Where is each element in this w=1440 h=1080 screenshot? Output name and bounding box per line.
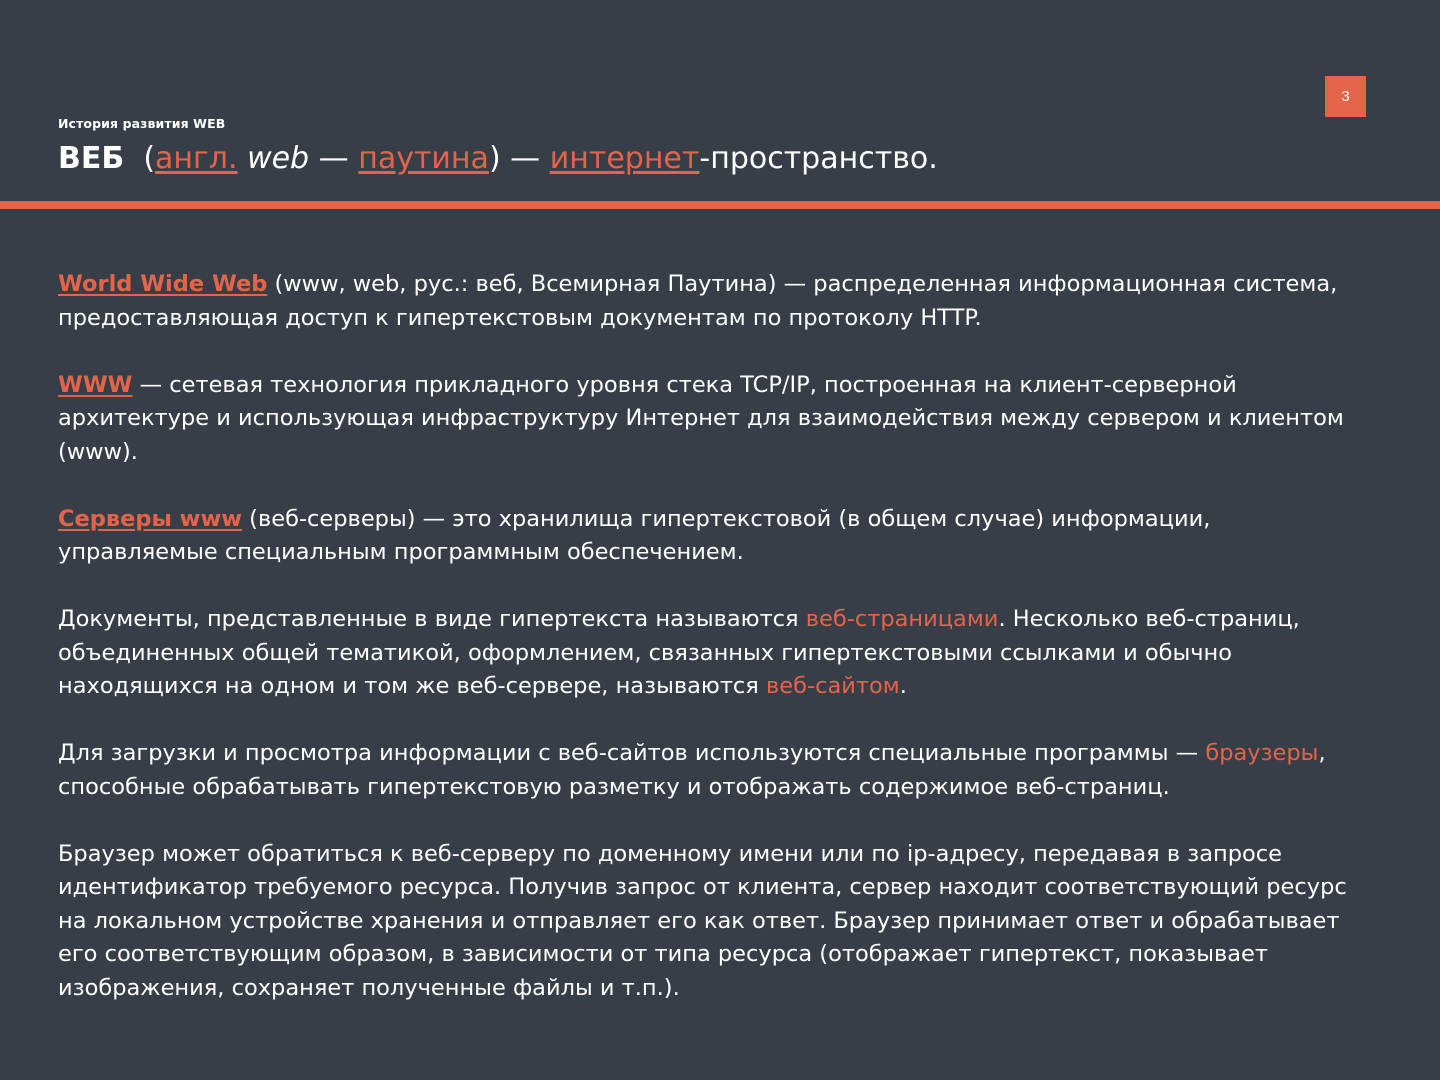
- paragraph-servers: [58, 503, 1358, 570]
- section-subtitle: История развития WEB: [58, 116, 226, 131]
- title-term-web: web: [247, 141, 310, 176]
- title-tail: -пространство.: [699, 141, 938, 176]
- title-word: ВЕБ: [58, 141, 125, 176]
- title-divider: [0, 201, 1440, 209]
- slide-body: [58, 268, 1358, 1039]
- paragraph-text: предоставляющая доступ к гипертекстовым документам по протоколу HTTP.: [58, 304, 982, 331]
- link-internet[interactable]: интернет: [549, 141, 700, 176]
- paragraph-text: , способные обрабатывать гипертекстовую разметку и отображать содержимое веб-страниц.: [58, 740, 1326, 800]
- paragraph-www-definition: [58, 268, 1358, 335]
- accent-webpages: веб-страницами: [805, 606, 999, 632]
- slide-title: [58, 141, 938, 176]
- paragraph-text: Для загрузки и просмотра информации с веб-сайтов используются специальные программы —: [58, 740, 1206, 766]
- link-www[interactable]: WWW: [58, 371, 133, 398]
- link-pautina[interactable]: паутина: [358, 141, 489, 176]
- accent-browsers: браузеры: [1205, 740, 1319, 766]
- paragraph-text: . Несколько веб-страниц, объединенных общей тематикой, оформлением, связанных гипертекстовыми ссылками и обычно находящихся на одном и том же веб-сервере, называются: [58, 606, 1300, 699]
- link-abbr-english[interactable]: англ.: [155, 141, 238, 176]
- paragraph-text: Документы, представленные в виде гипертекста называются: [58, 606, 806, 632]
- paragraph-browser-request: Браузер может обратиться к веб-серверу по доменному имени или по ip-адресу, передавая в запросе идентификатор требуемого ресурса. Получив запрос от клиента, сервер находит соответствующий ресурс на локальном устройстве хранения и отправляет его как ответ. Браузер принимает ответ и обрабатывает его соответствующим образом, в зависимости от типа ресурса (отображает гипертекст, показывает изображения, сохраняет полученные файлы и т.п.).: [58, 840, 1347, 1001]
- paragraph-webpages: [58, 603, 1358, 704]
- page-number: 3: [1341, 88, 1350, 105]
- paragraph-text: — сетевая технология прикладного уровня стека TCP/IP, построенная на клиент-серверной архитектуре и использующая инфраструктуру Интернет для взаимодействия между сервером и клиентом (www).: [58, 371, 1344, 465]
- paragraph-text: (веб-серверы) — это хранилища гипертекстовой (в общем случае) информации, управляемые специальным программным обеспечением.: [58, 505, 1211, 565]
- title-close-dash: ) —: [488, 141, 541, 176]
- paragraph-text: (www, web, рус.: веб, Всемирная Паутина) — распределенная информационная система,: [267, 271, 1338, 297]
- link-world-wide-web[interactable]: World Wide Web: [58, 271, 268, 297]
- accent-website: веб-сайтом: [765, 673, 900, 699]
- page-number-badge: [1325, 76, 1366, 117]
- link-servers-www[interactable]: Серверы www: [58, 505, 243, 532]
- paragraph-www-technology: [58, 369, 1358, 470]
- title-dash: —: [318, 141, 349, 176]
- title-open-paren: (: [143, 141, 156, 176]
- paragraph-text: .: [899, 673, 907, 699]
- paragraph-browsers: [58, 737, 1358, 804]
